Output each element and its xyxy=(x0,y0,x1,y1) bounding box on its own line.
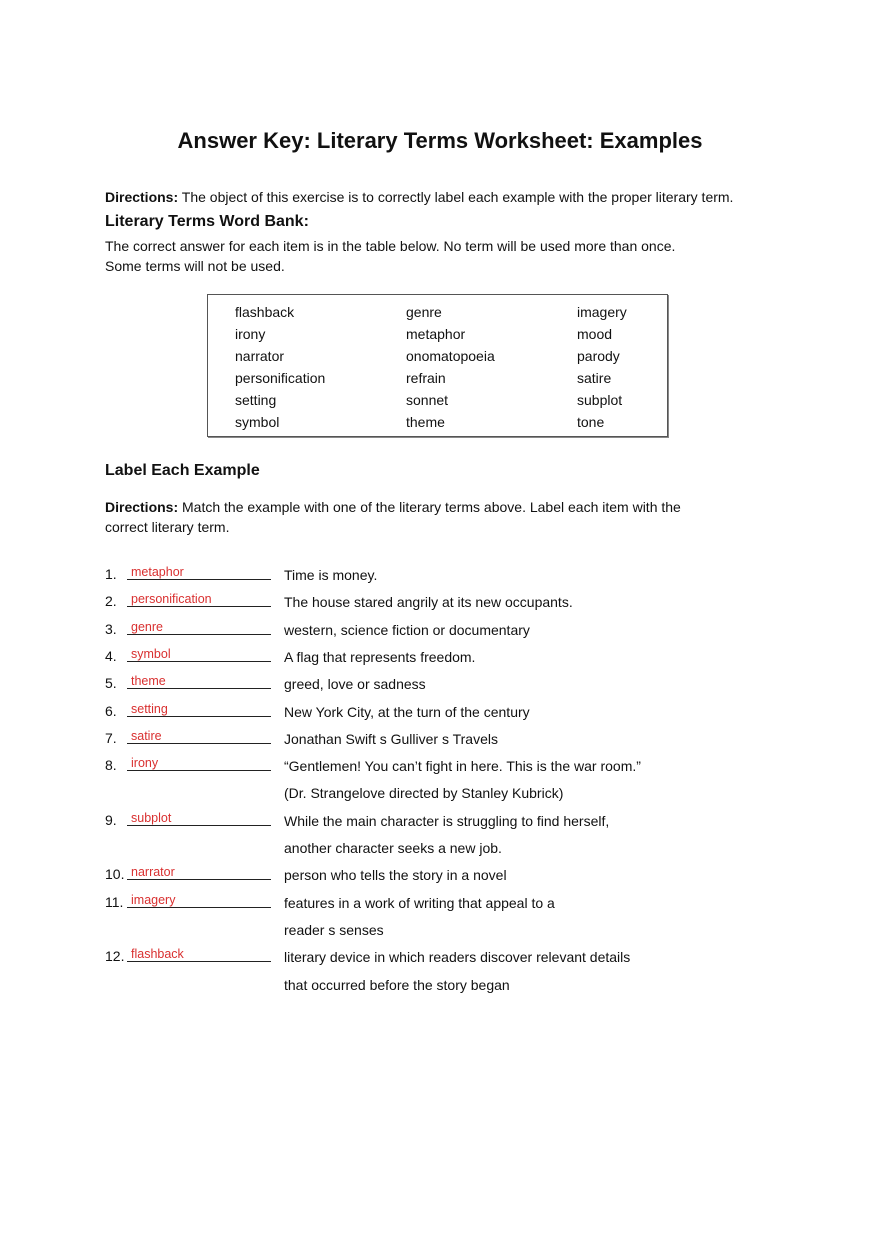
example-text: person who tells the story in a novel xyxy=(284,867,507,884)
answer-blank-line xyxy=(127,770,271,771)
label-directions-label: Directions: xyxy=(105,499,179,515)
answer-text: flashback xyxy=(131,947,184,962)
item-number: 8. xyxy=(105,757,117,774)
word-bank-term: tone xyxy=(577,414,605,430)
word-bank-term: refrain xyxy=(406,370,446,386)
directions-paragraph xyxy=(105,187,733,207)
word-bank-term: mood xyxy=(577,326,613,342)
example-text: The house stared angrily at its new occupants. xyxy=(284,594,573,611)
answer-blank-line xyxy=(127,661,271,662)
item-number: 10. xyxy=(105,866,125,883)
word-bank-term: genre xyxy=(406,304,442,320)
example-text: While the main character is struggling to find herself, xyxy=(284,812,610,829)
label-directions-text: Match the example with one of the literary terms above. Label each item with the xyxy=(182,499,681,515)
word-bank-term: theme xyxy=(406,414,445,430)
example-text: Time is money. xyxy=(284,567,378,583)
label-section-heading: Label Each Example xyxy=(105,462,260,479)
word-bank-term: metaphor xyxy=(406,326,466,342)
answer-text: irony xyxy=(131,756,159,771)
word-bank-term: setting xyxy=(235,392,277,408)
word-bank-term: symbol xyxy=(235,414,280,430)
word-bank-term: irony xyxy=(235,326,266,342)
item-number: 2. xyxy=(105,593,117,610)
example-text: greed, love or sadness xyxy=(284,676,426,693)
answer-text: satire xyxy=(131,728,162,743)
label-directions-line1 xyxy=(105,497,681,517)
item-number: 1. xyxy=(105,566,117,582)
word-bank-term: sonnet xyxy=(406,392,449,408)
item-number: 9. xyxy=(105,811,117,828)
page-title: Answer Key: Literary Terms Worksheet: Examples xyxy=(177,128,703,153)
example-text: New York City, at the turn of the century xyxy=(284,703,530,720)
answer-text: imagery xyxy=(131,892,176,907)
word-bank-note-line1: The correct answer for each item is in the table below. No term will be used more than once. xyxy=(105,238,676,254)
item-number: 3. xyxy=(105,620,117,637)
word-bank-term: satire xyxy=(577,370,612,386)
answer-blank-line xyxy=(127,688,271,689)
answer-blank-line xyxy=(127,907,271,908)
answer-blank-line xyxy=(127,743,271,744)
answer-text: setting xyxy=(131,701,168,716)
word-bank-term: parody xyxy=(577,348,620,364)
word-bank-table xyxy=(207,294,668,437)
example-text: reader s senses xyxy=(284,921,384,938)
answer-blank-line xyxy=(127,716,271,717)
example-text: A flag that represents freedom. xyxy=(284,648,476,665)
answer-blank-line xyxy=(127,606,271,607)
word-bank-heading: Literary Terms Word Bank: xyxy=(105,213,309,230)
example-text: features in a work of writing that appeal to a xyxy=(284,894,555,911)
example-text: western, science fiction or documentary xyxy=(284,621,530,638)
item-number: 7. xyxy=(105,729,117,746)
item-number: 5. xyxy=(105,675,117,692)
word-bank-term: personification xyxy=(235,370,326,386)
answer-text: symbol xyxy=(131,646,171,661)
example-text: “Gentlemen! You can’t fight in here. This is the war room.” xyxy=(284,758,641,775)
answer-text: narrator xyxy=(131,865,175,880)
answer-text: personification xyxy=(131,592,212,607)
word-bank-term: imagery xyxy=(577,304,627,320)
item-number: 4. xyxy=(105,647,117,664)
word-bank-term: onomatopoeia xyxy=(406,348,495,364)
answer-text: genre xyxy=(131,619,163,634)
item-number: 12. xyxy=(105,948,125,965)
example-text: that occurred before the story began xyxy=(284,976,510,993)
item-number: 11. xyxy=(105,893,124,910)
example-text: (Dr. Strangelove directed by Stanley Kubrick) xyxy=(284,785,564,802)
word-bank-term: narrator xyxy=(235,348,285,364)
word-bank-term: subplot xyxy=(577,392,623,408)
item-number: 6. xyxy=(105,702,117,719)
directions-text: The object of this exercise is to correctly label each example with the proper literary term. xyxy=(181,189,734,205)
answer-blank-line xyxy=(127,634,271,635)
directions-label: Directions: xyxy=(105,189,179,205)
answer-blank-line xyxy=(127,825,271,826)
answer-blank-line xyxy=(127,879,271,880)
answer-blank-line xyxy=(127,961,271,962)
example-text: another character seeks a new job. xyxy=(284,840,502,856)
answer-text: theme xyxy=(131,674,166,689)
answer-blank-line xyxy=(127,579,271,580)
word-bank-note-line2: Some terms will not be used. xyxy=(105,258,285,274)
answer-text: subplot xyxy=(131,810,172,825)
label-directions-line2: correct literary term. xyxy=(105,519,230,535)
example-text: literary device in which readers discover relevant details xyxy=(284,949,631,966)
word-bank-term: flashback xyxy=(235,304,295,320)
example-text: Jonathan Swift s Gulliver s Travels xyxy=(284,730,498,747)
answer-text: metaphor xyxy=(131,565,184,579)
